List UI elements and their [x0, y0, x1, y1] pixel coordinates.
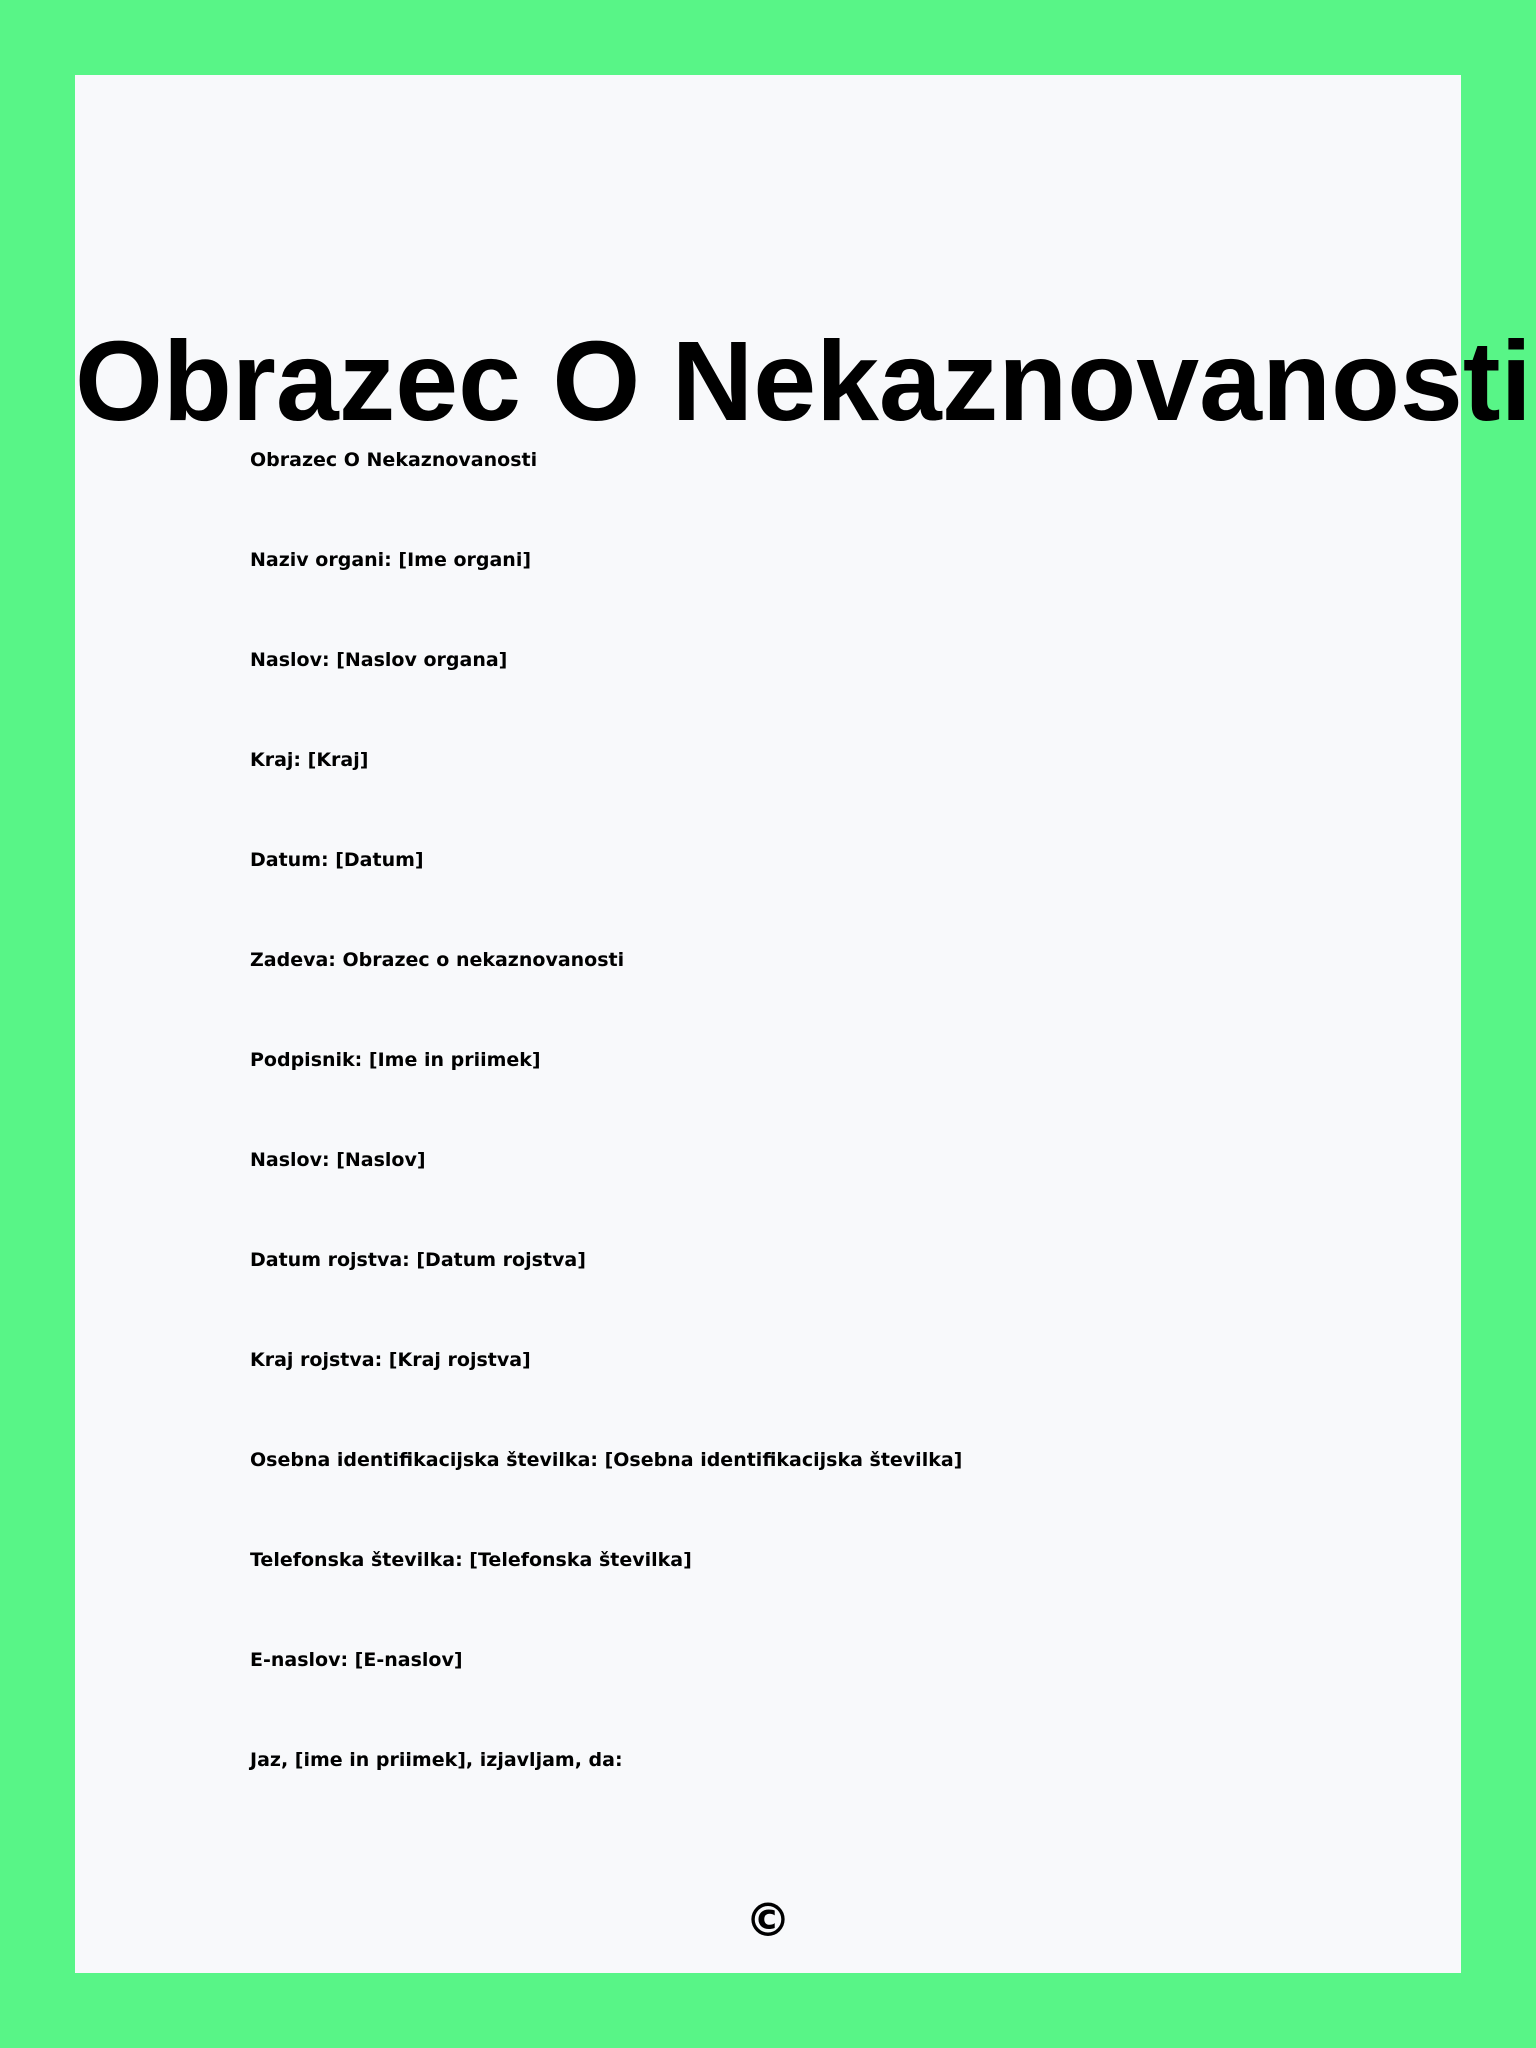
document-line: Kraj: [Kraj]	[250, 749, 369, 771]
document-line: Datum: [Datum]	[250, 849, 424, 871]
copyright-icon: ©	[745, 1893, 791, 1947]
document-line: Zadeva: Obrazec o nekaznovanosti	[250, 949, 625, 971]
document-line: Obrazec O Nekaznovanosti	[250, 449, 538, 471]
document-line: Jaz, [ime in priimek], izjavljam, da:	[250, 1749, 623, 1771]
document-title: Obrazec O Nekaznovanosti	[75, 318, 1532, 444]
document-line: E-naslov: [E-naslov]	[250, 1649, 463, 1671]
document-line: Podpisnik: [Ime in priimek]	[250, 1049, 541, 1071]
document-line: Naslov: [Naslov organa]	[250, 649, 508, 671]
document-line: Naslov: [Naslov]	[250, 1149, 426, 1171]
document-line: Naziv organi: [Ime organi]	[250, 549, 532, 571]
document-line: Osebna identifikacijska številka: [Osebna identifikacijska številka]	[250, 1449, 963, 1471]
document-line: Telefonska številka: [Telefonska številka]	[250, 1549, 692, 1571]
document-line: Kraj rojstva: [Kraj rojstva]	[250, 1349, 531, 1371]
document-lines	[250, 445, 962, 1845]
document-line: Datum rojstva: [Datum rojstva]	[250, 1249, 586, 1271]
document-page	[75, 75, 1532, 1973]
